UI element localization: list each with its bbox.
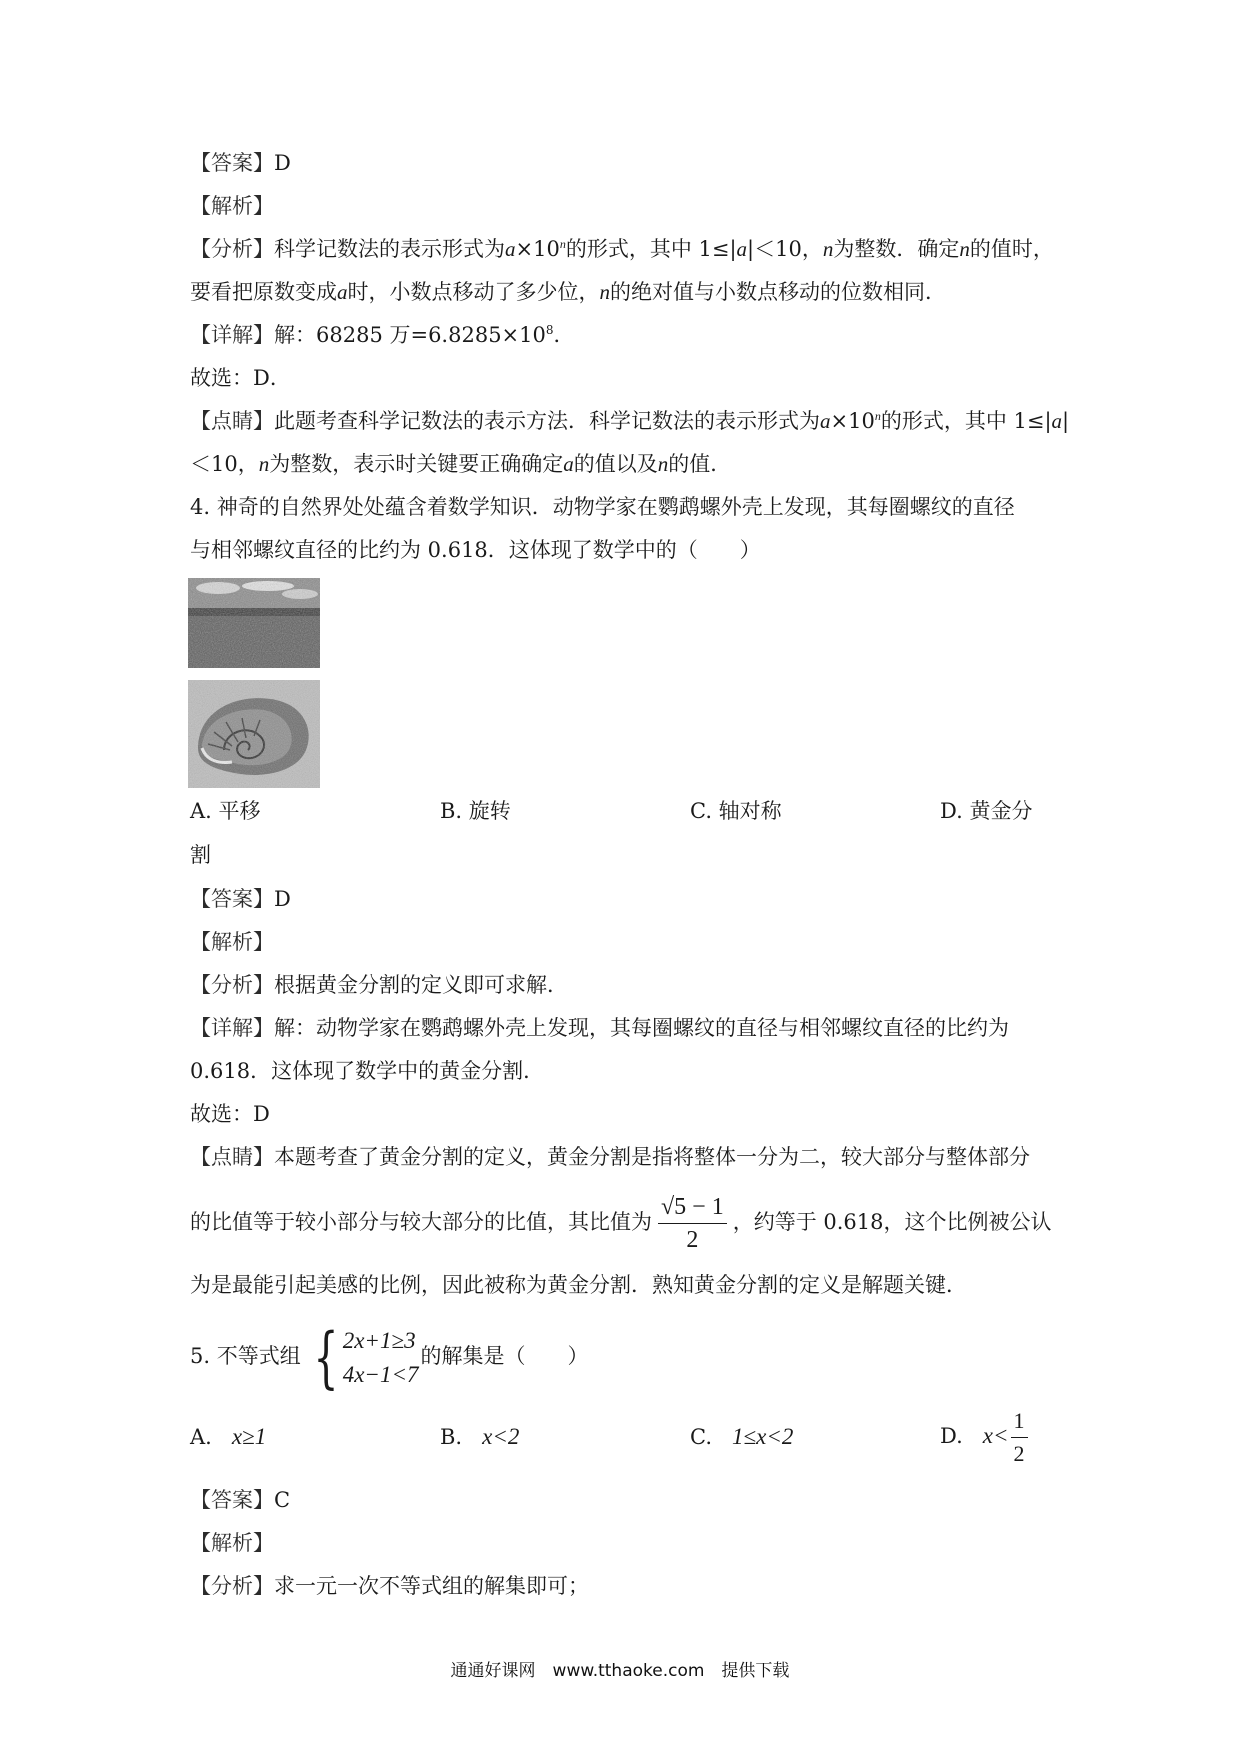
text: 求一元一次不等式组的解集即可； xyxy=(274,1574,589,1598)
fenxi-tag: 【分析】 xyxy=(190,973,274,997)
q4-xiangjie-line-1 xyxy=(190,1013,1060,1043)
fraction-denominator: 2 xyxy=(686,1227,699,1253)
var-a: a xyxy=(505,237,516,261)
text: ＜10， xyxy=(190,452,259,476)
var-n: n xyxy=(874,409,881,423)
fraction-denominator: 2 xyxy=(1013,1441,1025,1466)
q4-dianjing-line-1 xyxy=(190,1142,1060,1172)
option-b: B. 旋转 xyxy=(440,799,511,823)
text: 要看把原数变成 xyxy=(190,280,337,304)
q3-jiexi-line xyxy=(190,191,1060,221)
option-expr: 1≤x<2 xyxy=(732,1424,794,1449)
text: ． xyxy=(553,323,575,347)
text: 故选：D xyxy=(190,1102,270,1126)
fraction-numerator: √5 − 1 xyxy=(658,1193,727,1224)
var-a: a xyxy=(1051,409,1063,433)
nautilus-shell-image xyxy=(188,680,320,788)
text: 故选：D． xyxy=(190,366,291,390)
text: 的比值等于较小部分与较大部分的比值，其比值为 xyxy=(190,1210,652,1234)
text: 割 xyxy=(190,843,211,867)
dianjing-tag: 【点睛】 xyxy=(190,1145,274,1169)
var-n: n xyxy=(822,237,834,261)
answer-tag: 【答案】 xyxy=(190,1488,274,1512)
text: 的形式，其中 1≤| xyxy=(565,237,737,261)
jiexi-tag: 【解析】 xyxy=(190,930,274,954)
landscape-photo-image xyxy=(188,578,320,668)
q4-dianjing-line-3 xyxy=(190,1270,1060,1300)
question-stem: 4. 神奇的自然界处处蕴含着数学知识．动物学家在鹦鹉螺外壳上发现，其每圈螺纹的直径 xyxy=(190,495,1015,519)
var-a: a xyxy=(337,280,348,304)
q4-stem-line-1 xyxy=(190,492,1060,522)
question-stem: 5. 不等式组 xyxy=(190,1344,301,1368)
jiexi-tag: 【解析】 xyxy=(190,1531,274,1555)
q3-xiangjie-line xyxy=(190,320,1060,350)
text: 为整数，表示时关键要正确确定 xyxy=(269,452,564,476)
var-a: a xyxy=(736,237,748,261)
q4-xiangjie-line-2 xyxy=(190,1056,1060,1086)
text: 时，小数点移动了多少位， xyxy=(347,280,600,304)
q3-fenxi-line-2 xyxy=(190,277,1060,307)
inequality-system xyxy=(305,1318,419,1396)
option-label: D. xyxy=(940,1424,963,1448)
text: | xyxy=(1062,409,1070,433)
option-label: A. xyxy=(190,1425,212,1449)
option-d xyxy=(940,1404,1034,1468)
var-n: n xyxy=(258,452,270,476)
text: 根据黄金分割的定义即可求解． xyxy=(274,973,568,997)
answer-value: D xyxy=(274,151,291,175)
option-expr: x≥1 xyxy=(231,1424,267,1449)
option-c: C. 轴对称 xyxy=(690,799,782,823)
text: ×10 xyxy=(515,237,560,261)
option-label: C. xyxy=(690,1425,712,1449)
inequality-1: 2x+1≥3 xyxy=(342,1327,416,1353)
text: 的绝对值与小数点移动的位数相同． xyxy=(610,280,946,304)
left-brace-icon: { xyxy=(313,1318,339,1396)
q5-fenxi-line xyxy=(190,1571,1060,1601)
xiangjie-tag: 【详解】 xyxy=(190,323,274,347)
text: |＜10， xyxy=(747,237,823,261)
answer-value: D xyxy=(274,887,291,911)
q5-jiexi-line xyxy=(190,1528,1060,1558)
text: 0.618．这体现了数学中的黄金分割． xyxy=(190,1059,545,1083)
q5-answer-line xyxy=(190,1485,1060,1515)
inequality-2: 4x−1<7 xyxy=(342,1361,419,1387)
q3-dianjing-line-1 xyxy=(190,406,1070,436)
q4-answer-line xyxy=(190,884,1060,914)
option-d-wrap xyxy=(190,840,1060,870)
q5-stem-line xyxy=(190,1318,1060,1394)
text: 解：动物学家在鹦鹉螺外壳上发现，其每圈螺纹的直径与相邻螺纹直径的比约为 xyxy=(274,1016,1009,1040)
question-stem: 与相邻螺纹直径的比约为 0.618．这体现了数学中的（ ） xyxy=(190,538,761,562)
option-d: D. 黄金分 xyxy=(940,799,1033,823)
answer-tag: 【答案】 xyxy=(190,151,274,175)
golden-ratio-fraction xyxy=(658,1193,727,1254)
landscape-photo xyxy=(188,578,320,672)
var-n: n xyxy=(657,452,669,476)
text: 为整数．确定 xyxy=(833,237,960,261)
option-a xyxy=(190,1422,266,1452)
xiangjie-tag: 【详解】 xyxy=(190,1016,274,1040)
q4-fenxi-line xyxy=(190,970,1060,1000)
text: 本题考查了黄金分割的定义，黄金分割是指将整体一分为二，较大部分与整体部分 xyxy=(274,1145,1030,1169)
text: ×10 xyxy=(830,409,875,433)
q3-dianjing-line-2 xyxy=(190,449,1060,479)
option-label: B. xyxy=(440,1425,463,1449)
fenxi-tag: 【分析】 xyxy=(190,237,274,261)
q4-guxuan-line xyxy=(190,1099,1060,1129)
text: 为是最能引起美感的比例，因此被称为黄金分割．熟知黄金分割的定义是解题关键． xyxy=(190,1273,967,1297)
text: 的值． xyxy=(668,452,732,476)
text: 科学记数法的表示形式为 xyxy=(274,237,505,261)
var-a: a xyxy=(820,409,831,433)
nautilus-shell-photo xyxy=(188,680,320,792)
text: 的值以及 xyxy=(573,452,658,476)
answer-value: C xyxy=(274,1488,291,1512)
q3-fenxi-line-1 xyxy=(190,234,1060,264)
var-n: n xyxy=(559,237,566,251)
text: 的值时， xyxy=(969,237,1054,261)
q3-answer-line xyxy=(190,148,1060,178)
var-a: a xyxy=(563,452,574,476)
answer-tag: 【答案】 xyxy=(190,887,274,911)
fenxi-tag: 【分析】 xyxy=(190,1574,274,1598)
dianjing-tag: 【点睛】 xyxy=(190,409,274,433)
exponent: 8 xyxy=(545,323,554,337)
q3-guxuan-line xyxy=(190,363,1060,393)
text: ，约等于 0.618，这个比例被公认 xyxy=(732,1210,1052,1234)
fraction-numerator: 1 xyxy=(1011,1407,1028,1438)
one-half-fraction xyxy=(1011,1407,1028,1468)
option-expr: x< xyxy=(982,1423,1009,1448)
q4-jiexi-line xyxy=(190,927,1060,957)
var-n: n xyxy=(959,237,970,261)
q4-stem-line-2 xyxy=(190,535,1060,565)
text: 解：68285 万=6.8285×10 xyxy=(274,323,546,347)
jiexi-tag: 【解析】 xyxy=(190,194,274,218)
option-b xyxy=(440,1422,519,1452)
text: 的形式，其中 1≤| xyxy=(880,409,1052,433)
question-stem: 的解集是（ ） xyxy=(420,1344,589,1368)
q4-dianjing-line-2 xyxy=(190,1190,1060,1254)
var-n: n xyxy=(599,280,610,304)
text: 此题考查科学记数法的表示方法．科学记数法的表示形式为 xyxy=(274,409,820,433)
option-a: A. 平移 xyxy=(190,799,261,823)
option-c xyxy=(690,1422,793,1452)
page-footer: 通通好课网 www.tthaoke.com 提供下载 xyxy=(450,1661,790,1681)
option-expr: x<2 xyxy=(482,1424,520,1449)
